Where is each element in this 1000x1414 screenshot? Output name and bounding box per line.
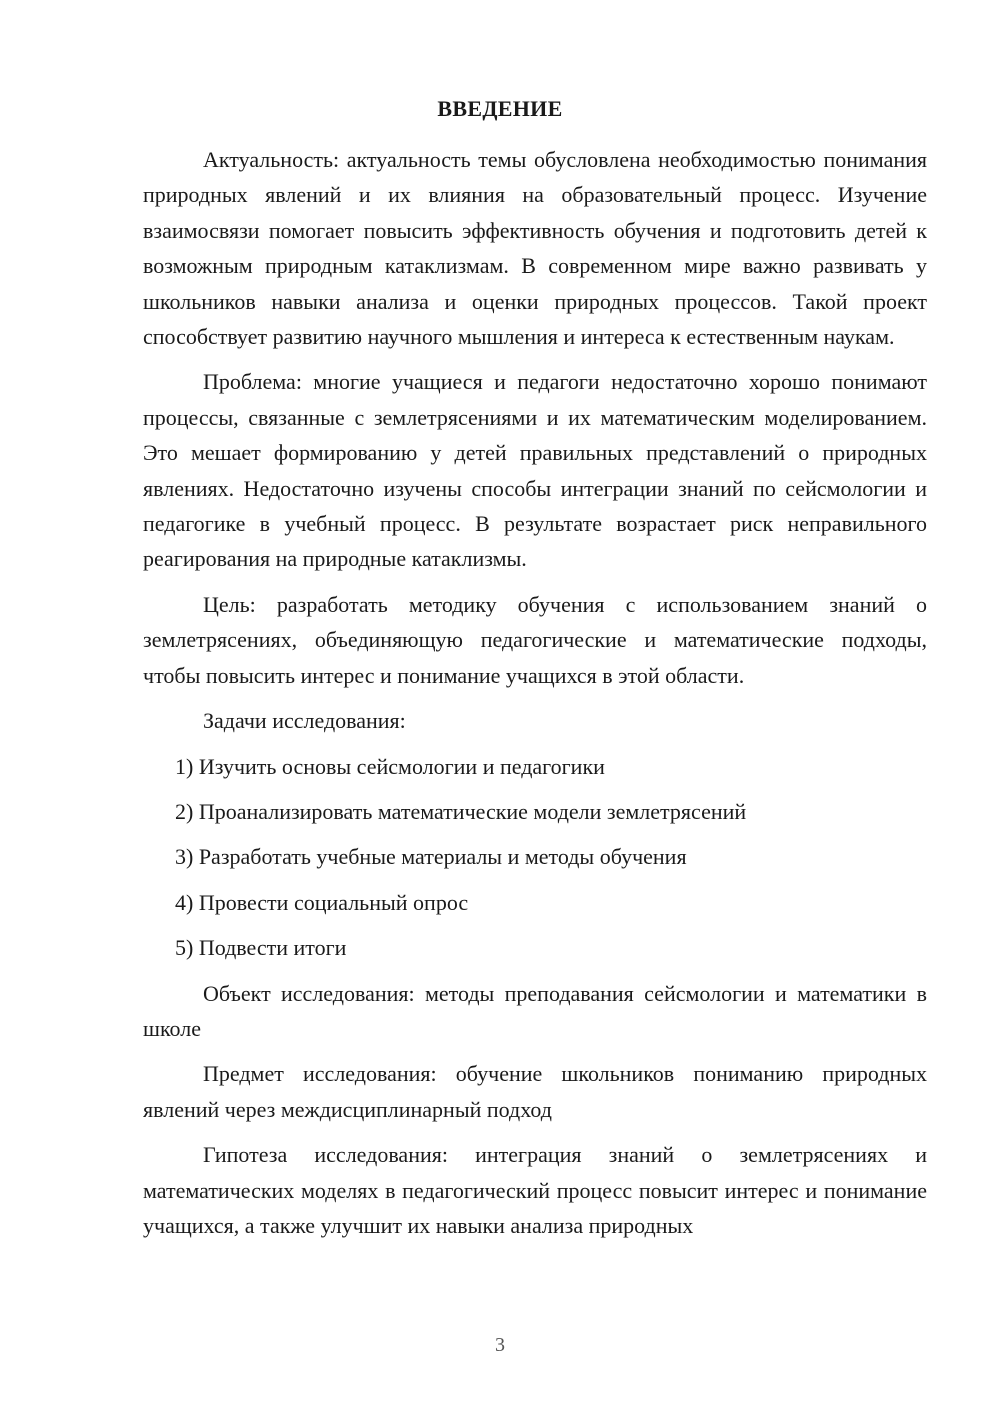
list-item: 3) Разработать учебные материалы и методы обучения bbox=[175, 844, 687, 870]
list-item: 1) Изучить основы сейсмологии и педагогики bbox=[175, 753, 605, 779]
list-item: 4) Провести социальный опрос bbox=[175, 889, 469, 915]
page-title: ВВЕДЕНИЕ bbox=[437, 96, 563, 121]
relevance-paragraph: Актуальность: актуальность темы обусловлена необходимостью понимания природных явлений и их влияния на образовательный процесс. Изучение взаимосвязи помогает повысить эффективность обучения и подготовить детей к возможным природным катаклизмам. В современном мире важно развивать у школьников навыки анализа и оценки природных процессов. Такой проект способствует развитию научного мышления и интереса к естественным наукам. bbox=[143, 147, 927, 350]
object-paragraph: Объект исследования: методы преподавания сейсмологии и математики в школе bbox=[143, 980, 927, 1041]
page-number: 3 bbox=[495, 1334, 505, 1356]
goal-paragraph: Цель: разработать методику обучения с использованием знаний о землетрясениях, объединяющую педагогические и математические подходы, чтобы повысить интерес и понимание учащихся в этой области. bbox=[143, 591, 927, 688]
hypothesis-paragraph: Гипотеза исследования: интеграция знаний о землетрясениях и математических моделях в педагогический процесс повысит интерес и понимание учащихся, а также улучшит их навыки анализа природных bbox=[143, 1142, 927, 1238]
subject-paragraph: Предмет исследования: обучение школьников пониманию природных явлений через междисциплинарный подход bbox=[143, 1061, 927, 1122]
list-item: 2) Проанализировать математические модели землетрясений bbox=[175, 798, 747, 824]
tasks-heading: Задачи исследования: bbox=[203, 708, 406, 734]
problem-paragraph: Проблема: многие учащиеся и педагоги недостаточно хорошо понимают процессы, связанные с землетрясениями и их математическим моделированием. Это мешает формированию у детей правильных представлений о природных явлениях. Недостаточно изучены способы интеграции знаний по сейсмологии и педагогике в учебный процесс. В результате возрастает риск неправильного реагирования на природные катаклизмы. bbox=[143, 369, 927, 572]
tasks-list bbox=[143, 749, 927, 966]
document-body bbox=[143, 142, 927, 1253]
list-item: 5) Подвести итоги bbox=[175, 935, 347, 961]
